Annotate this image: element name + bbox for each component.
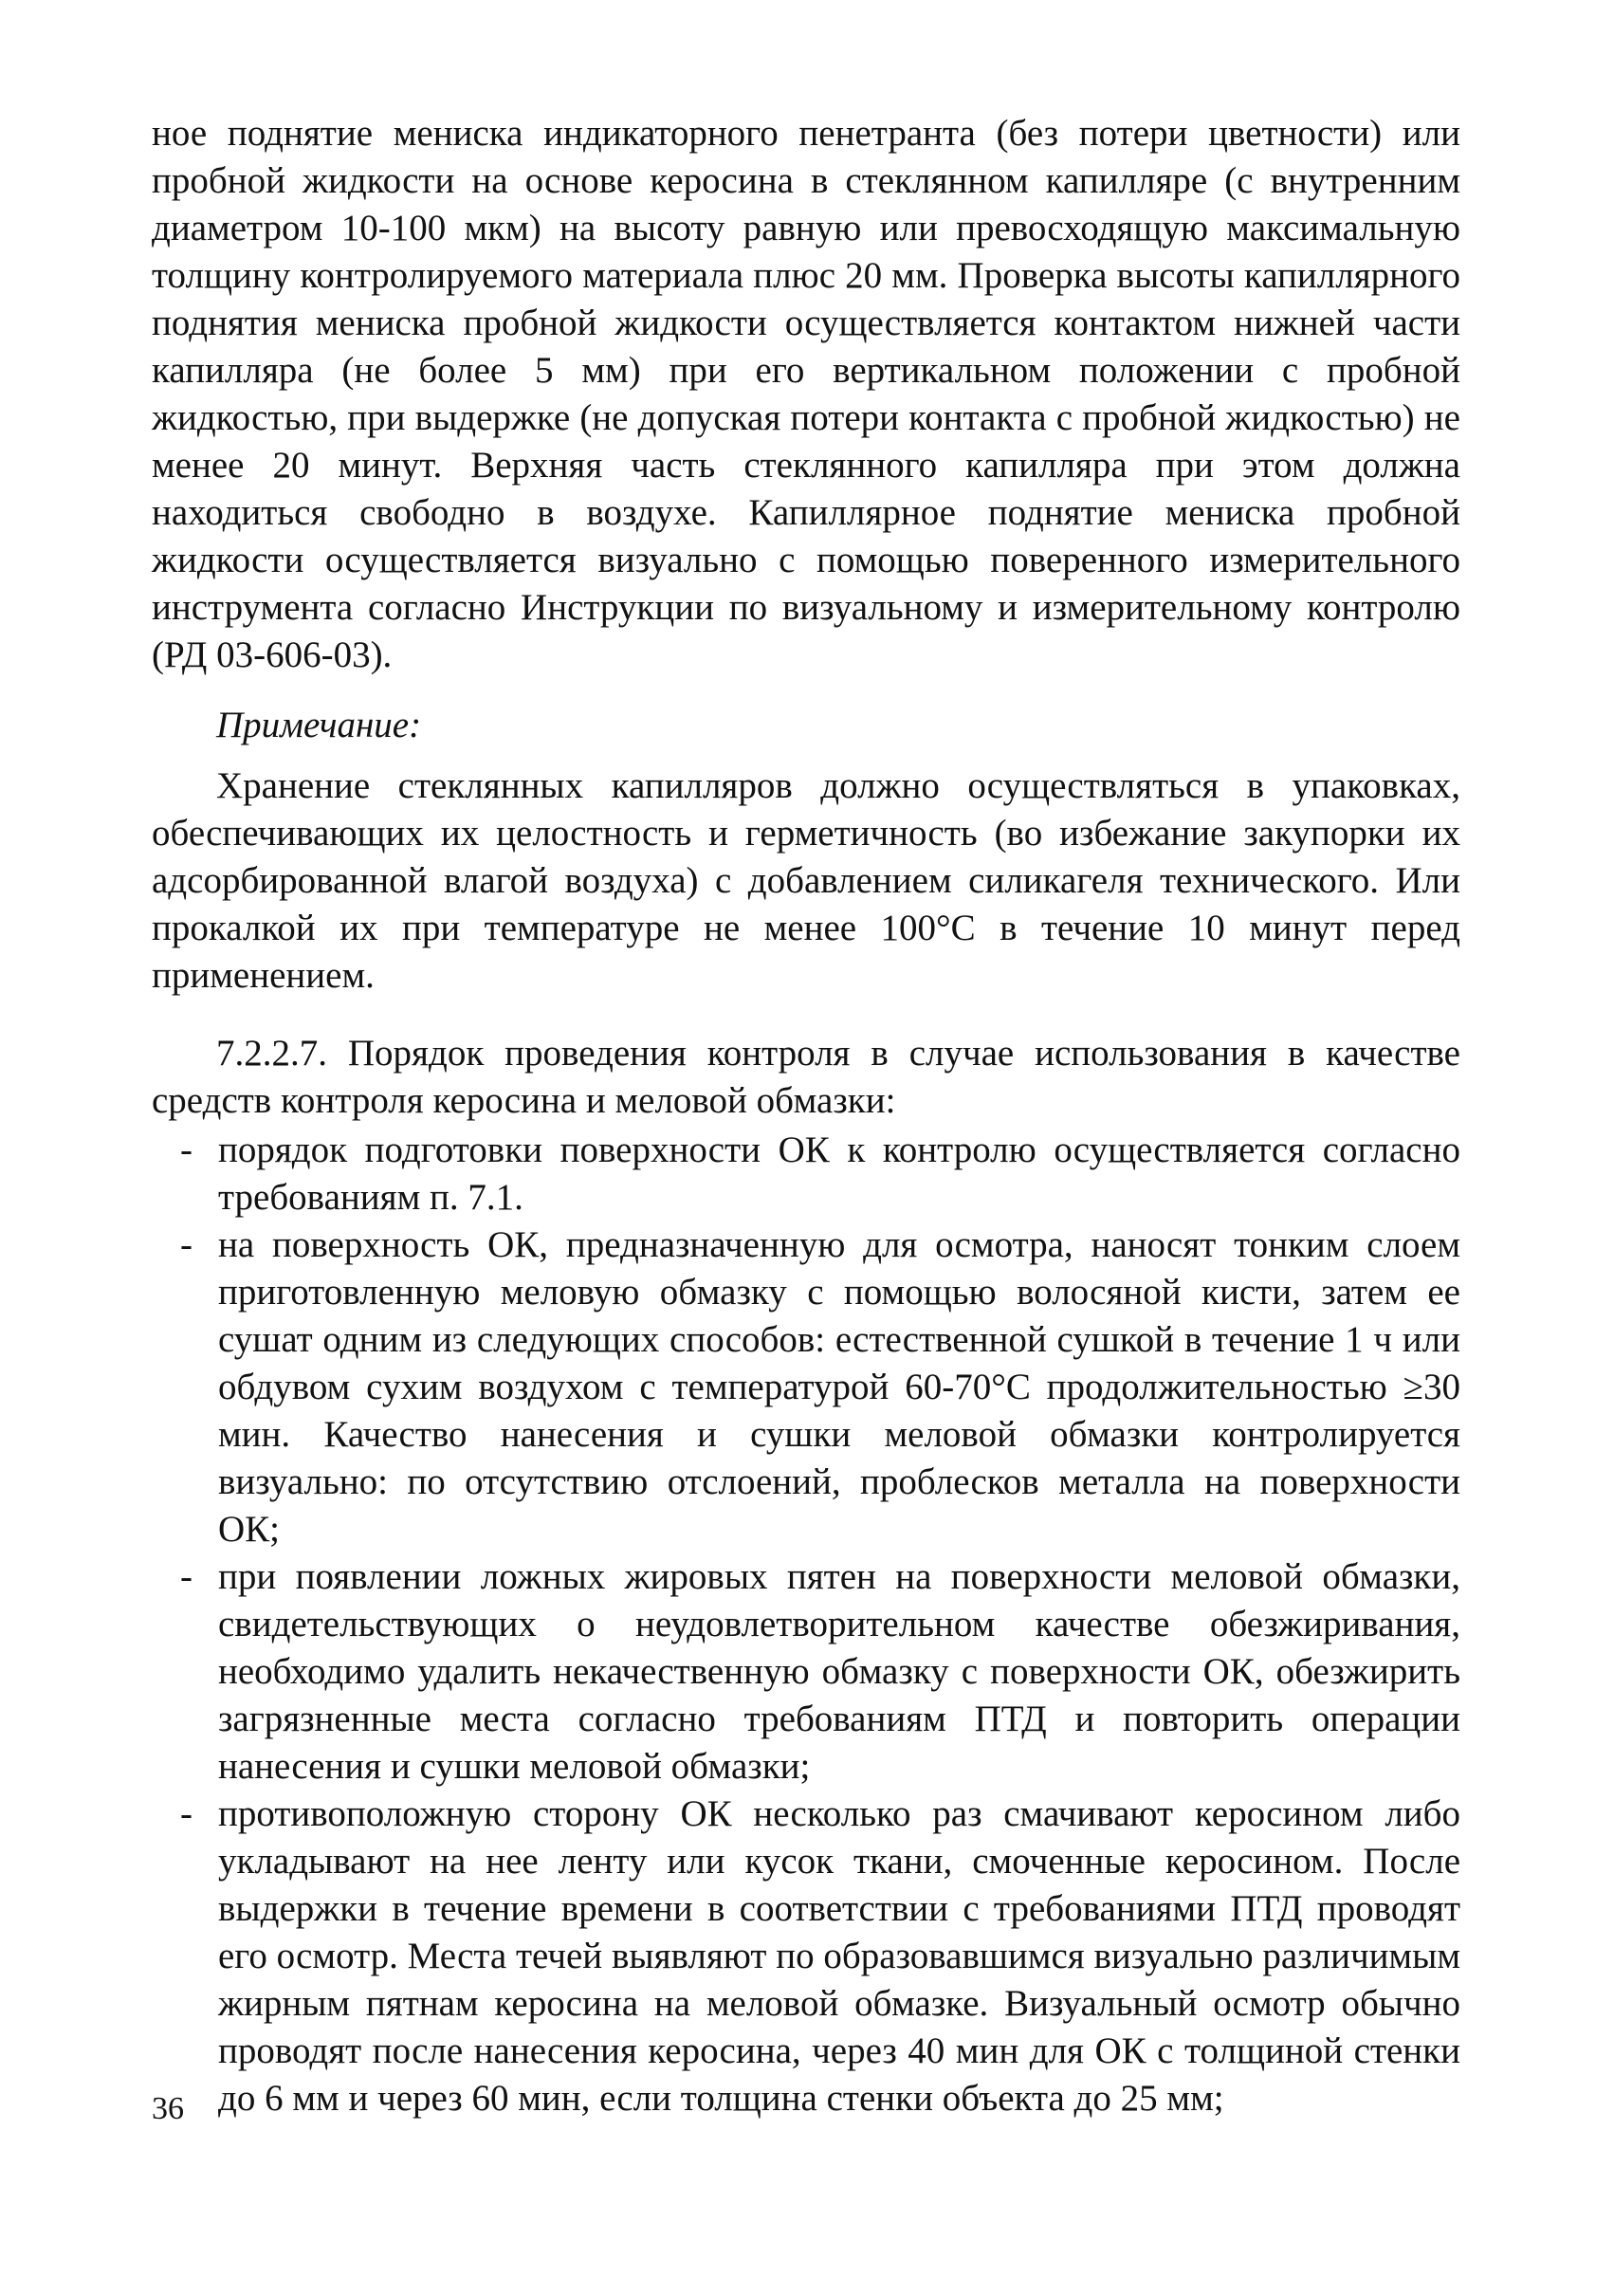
list-item-text: порядок подготовки поверхности ОК к контролю осуществляется согласно требованиям п. 7.1. [218,1130,1460,1218]
list-item-text: на поверхность ОК, предназначенную для осмотра, наносят тонким слоем приготовленную меловую обмазку с помощью волосяной кисти, затем ее сушат одним из следующих способов: естественной сушкой в течение 1 ч или обдувом сухим воздухом с температурой 60-70°С продолжительностью ≥30 мин. Качество нанесения и сушки меловой обмазки контролируется визуально: по отсутствию отслоений, проблесков металла на поверхности ОК; [218,1224,1460,1550]
list-item [152,1791,1460,2122]
dash-marker: - [180,1556,193,1597]
note-label: Примечание: [216,705,422,745]
list-item-text: противоположную сторону ОК несколько раз смачивают керосином либо укладывают на нее ленту или кусок ткани, смоченные керосином. После выдержки в течение времени в соответствии с требованиями ПТД проводят его осмотр. Места течей выявляют по образовавшимся визуально различимым жирным пятнам керосина на меловой обмазке. Визуальный осмотр обычно проводят после нанесения керосина, через 40 мин для ОК с толщиной стенки до 6 мм и через 60 мин, если толщина стенки объекта до 25 мм; [218,1793,1460,2119]
list-item [152,1127,1460,1221]
paragraph-capillary-check: ное поднятие мениска индикаторного пенетранта (без потери цветности) или пробной жидкости на основе керосина в стеклянном капилляре (с внутренним диаметром 10-100 мкм) на высоту равную или превосходящую максимальную толщину контролируемого материала плюс 20 мм. Проверка высоты капиллярного поднятия мениска пробной жидкости осуществляется контактом нижней части капилляра (не более 5 мм) при его вертикальном положении с пробной жидкостью, при выдержке (не допуская потери контакта с пробной жидкостью) не менее 20 минут. Верхняя часть стеклянного капилляра при этом должна находиться свободно в воздухе. Капиллярное поднятие мениска пробной жидкости осуществляется визуально с помощью поверенного измерительного инструмента согласно Инструкции по визуальному и измерительному контролю (РД 03-606-03). [152,113,1460,675]
page-number: 36 [152,2091,184,2126]
page-content [152,110,1460,2122]
list-item [152,1221,1460,1553]
note-text: Хранение стеклянных капилляров должно осуществляться в упаковках, обеспечивающих их целостность и герметичность (во избежание закупорки их адсорбированной влагой воздуха) с добавлением силикагеля технического. Или прокалкой их при температуре не менее 100°С в течение 10 минут перед применением. [152,765,1460,996]
dash-marker: - [180,1793,193,1834]
list-item-text: при появлении ложных жировых пятен на поверхности меловой обмазки, свидетельствующих о неудовлетворительном качестве обезжиривания, необходимо удалить некачественную обмазку с поверхности ОК, обезжирить загрязненные места согласно требованиям ПТД и повторить операции нанесения и сушки меловой обмазки; [218,1556,1460,1787]
dash-marker: - [180,1130,193,1170]
procedure-list [152,1127,1460,2122]
dash-marker: - [180,1224,193,1265]
list-item [152,1553,1460,1791]
section-7-2-2-7-heading: 7.2.2.7. Порядок проведения контроля в случае использования в качестве средств контроля керосина и меловой обмазки: [152,1033,1460,1121]
